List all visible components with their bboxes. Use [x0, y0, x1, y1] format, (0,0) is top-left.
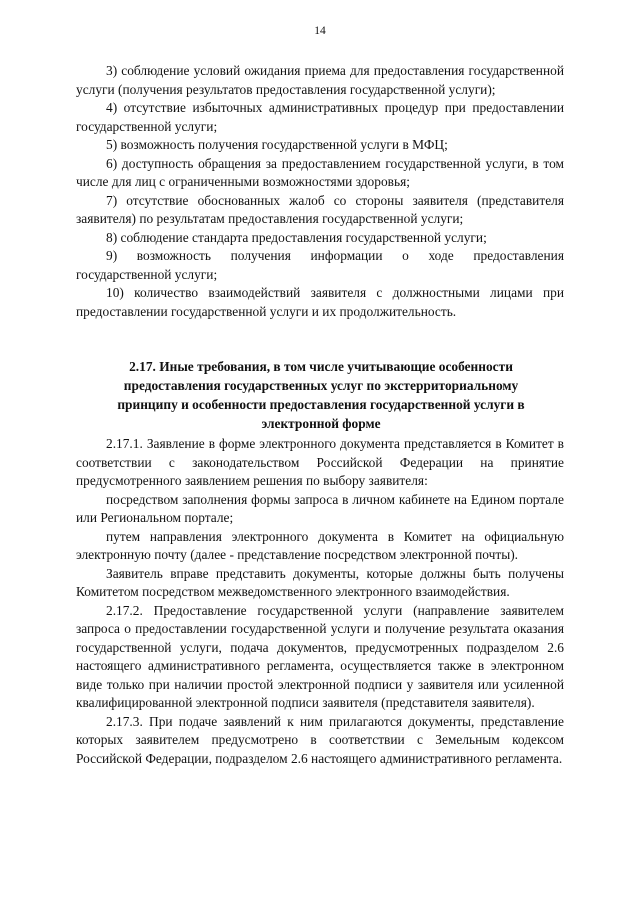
list-item: 3) соблюдение условий ожидания приема для предоставления государственной услуги (получения результатов предоставления государственной услуги);	[76, 63, 564, 97]
list-item: 10) количество взаимодействий заявителя с должностными лицами при предоставлении государственной услуги и их продолжительность.	[76, 285, 564, 319]
paragraph: 2.17.1. Заявление в форме электронного документа представляется в Комитет в соответствии с законодательством Российской Федерации на принятие предусмотренного заявлением решения по выбору заявителя:	[76, 436, 564, 488]
list-item: 4) отсутствие избыточных административных процедур при предоставлении государственной услуги;	[76, 100, 564, 134]
paragraph: посредством заполнения формы запроса в личном кабинете на Едином портале или Региональном портале;	[76, 491, 564, 525]
paragraph: путем направления электронного документа в Комитет на официальную электронную почту (далее - представление посредством электронной почты).	[76, 528, 564, 562]
list-item: 8) соблюдение стандарта предоставления государственной услуги;	[106, 229, 487, 245]
section-heading: 2.17. Иные требования, в том числе учитывающие особенности предоставления государственных услуг по экстерриториальному принципу и особенности предоставления государственной услуги в электронной форме	[117, 359, 525, 431]
page-number: 14	[314, 25, 326, 37]
paragraph: Заявитель вправе представить документы, которые должны быть получены Комитетом посредством межведомственного электронного взаимодействия.	[76, 565, 564, 599]
list-item: 9) возможность получения информации о ходе предоставления государственной услуги;	[76, 248, 564, 282]
section-body	[76, 435, 564, 768]
list-item: 5) возможность получения государственной услуги в МФЦ;	[106, 137, 448, 152]
paragraph: 2.17.2. Предоставление государственной услуги (направление заявителем запроса о предоставлении государственной услуги и получение результата оказания государственной услуги, подача документов, предусмотренных подразделом 2.6 настоящего административного регламента, осуществляется также в электронном виде только при наличии простой электронной подписи у заявителя или усиленной квалифицированной электронной подписи заявителя (представителя заявителя).	[76, 602, 564, 710]
list-item: 6) доступность обращения за предоставлением государственной услуги, в том числе для лиц с ограниченными возможностями здоровья;	[76, 155, 564, 189]
criteria-list	[76, 62, 564, 321]
list-item: 7) отсутствие обоснованных жалоб со стороны заявителя (представителя заявителя) по результатам предоставления государственной услуги;	[76, 192, 564, 226]
paragraph: 2.17.3. При подаче заявлений к ним прилагаются документы, представление которых заявителем предусмотрено в соответствии с Земельным кодексом Российской Федерации, подразделом 2.6 настоящего административного регламента.	[76, 713, 564, 766]
